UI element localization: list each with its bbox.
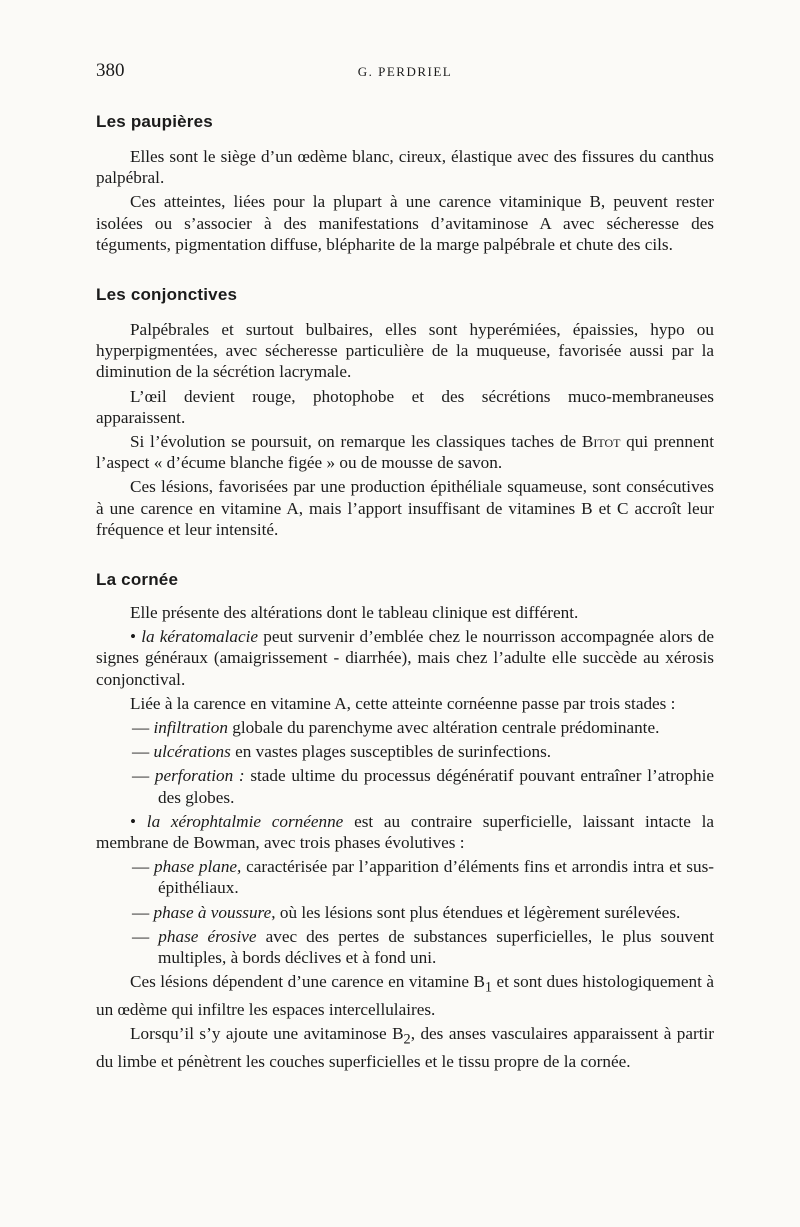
author-name-bitot: Bitot	[581, 432, 621, 452]
paragraph: Ces atteintes, liées pour la plupart à une carence vitaminique B, peuvent rester isolées ou s’associer à des manifestations d’avitaminose A avec sécheresse des téguments, pigmentation diffuse, blépharite de la marge palpébrale et chute des cils.	[96, 192, 714, 254]
paragraph: Liée à la carence en vitamine A, cette atteinte cornéenne passe par trois stades :	[130, 693, 676, 713]
text: Si l’évolution se poursuit, on remarque les classiques taches de	[130, 432, 582, 452]
text: caractérisée par l’apparition d’éléments fins et arrondis intra et sus-épithéliaux.	[158, 857, 714, 898]
paragraph: L’œil devient rouge, photophobe et des sécrétions muco-membraneuses apparaissent.	[96, 386, 714, 427]
running-head-author: G. PERDRIEL	[357, 64, 453, 79]
text: avec des pertes de substances superficielles, le plus souvent multiples, à bords déclives et à fond uni.	[158, 926, 715, 968]
list-item-stade	[96, 717, 714, 738]
list-item-phase	[96, 926, 714, 968]
bullet-paragraph-xerophtalmie	[96, 811, 714, 853]
text: et sont dues histologiquement à un œdème qui infiltre les espaces intercellulaires.	[96, 972, 714, 1019]
text: peut survenir d’emblée chez le nourrisson accompagnée alors de signes généraux (amaigrissement - diarrhée), mais chez l’adulte elle succède au xérosis conjonctival.	[96, 627, 714, 689]
subscript: 2	[403, 1031, 411, 1048]
paragraph: Ces lésions, favorisées par une production épithéliale squameuse, sont consécutives à une carence en vitamine A, mais l’apport insuffisant de vitamines B et C accroît leur fréquence et leur intensité.	[96, 477, 714, 539]
dash-glyph: —	[132, 926, 150, 946]
text: est au contraire superficielle, laissant intacte la membrane de Bowman, avec trois phases évolutives :	[96, 811, 715, 853]
paragraph-b1	[96, 971, 714, 1020]
dash-glyph: —	[132, 857, 150, 877]
list-item-phase	[96, 902, 714, 923]
bullet-glyph: •	[130, 627, 137, 647]
term: phase érosive	[158, 926, 257, 946]
section-heading-paupieres: Les paupières	[96, 112, 213, 131]
dash-glyph: —	[132, 718, 150, 738]
dash-glyph: —	[132, 902, 150, 922]
term: perforation :	[154, 766, 245, 786]
text: qui prennent l’aspect « d’écume blanche figée » ou de mousse de savon.	[96, 432, 714, 473]
paragraph: Elle présente des altérations dont le tableau clinique est différent.	[130, 603, 579, 623]
term: la xérophtalmie cornéenne	[146, 811, 344, 831]
list-item-phase	[96, 856, 714, 898]
running-header	[96, 60, 714, 90]
dash-glyph: —	[132, 766, 150, 786]
section-heading-conjonctives: Les conjonctives	[96, 285, 238, 305]
section-heading-cornee: La cornée	[96, 570, 179, 590]
paragraph-bitot	[96, 431, 714, 473]
text: en vastes plages susceptibles de surinfections.	[230, 742, 552, 762]
text: Ces lésions dépendent d’une carence en vitamine B	[130, 972, 485, 992]
paragraph-b2	[96, 1023, 714, 1072]
paragraph: Elles sont le siège d’un œdème blanc, cireux, élastique avec des fissures du canthus palpébral.	[96, 147, 714, 188]
text: globale du parenchyme avec altération centrale prédominante.	[227, 718, 660, 738]
text: , où les lésions sont plus étendues et légèrement surélevées.	[271, 902, 681, 922]
paragraph: Palpébrales et surtout bulbaires, elles sont hyperémiées, épaissies, hypo ou hyperpigmentées, avec sécheresse particulière de la muqueuse, favorisée aussi par la diminution de la sécrétion lacrymale.	[96, 320, 714, 382]
term: ulcérations	[153, 742, 231, 762]
text: stade ultime du processus dégénératif pouvant entraîner l’atrophie des globes.	[158, 766, 715, 807]
bullet-glyph: •	[130, 811, 137, 831]
document-page	[96, 60, 714, 1072]
list-item-stade	[96, 765, 714, 807]
page-number: 380	[96, 60, 125, 81]
dash-glyph: —	[132, 742, 150, 762]
list-item-stade	[96, 741, 714, 762]
text: Lorsqu’il s’y ajoute une avitaminose B	[130, 1024, 404, 1044]
subscript: 1	[484, 979, 493, 996]
bullet-paragraph-keratomalacie	[96, 626, 714, 690]
text: , des anses vasculaires apparaissent à partir du limbe et pénètrent les couches superficielles et le tissu propre de la cornée.	[96, 1024, 714, 1071]
term: phase à voussure	[153, 902, 272, 922]
term: infiltration	[153, 718, 228, 738]
term: la kératomalacie	[141, 627, 259, 647]
term: phase plane,	[153, 857, 242, 877]
